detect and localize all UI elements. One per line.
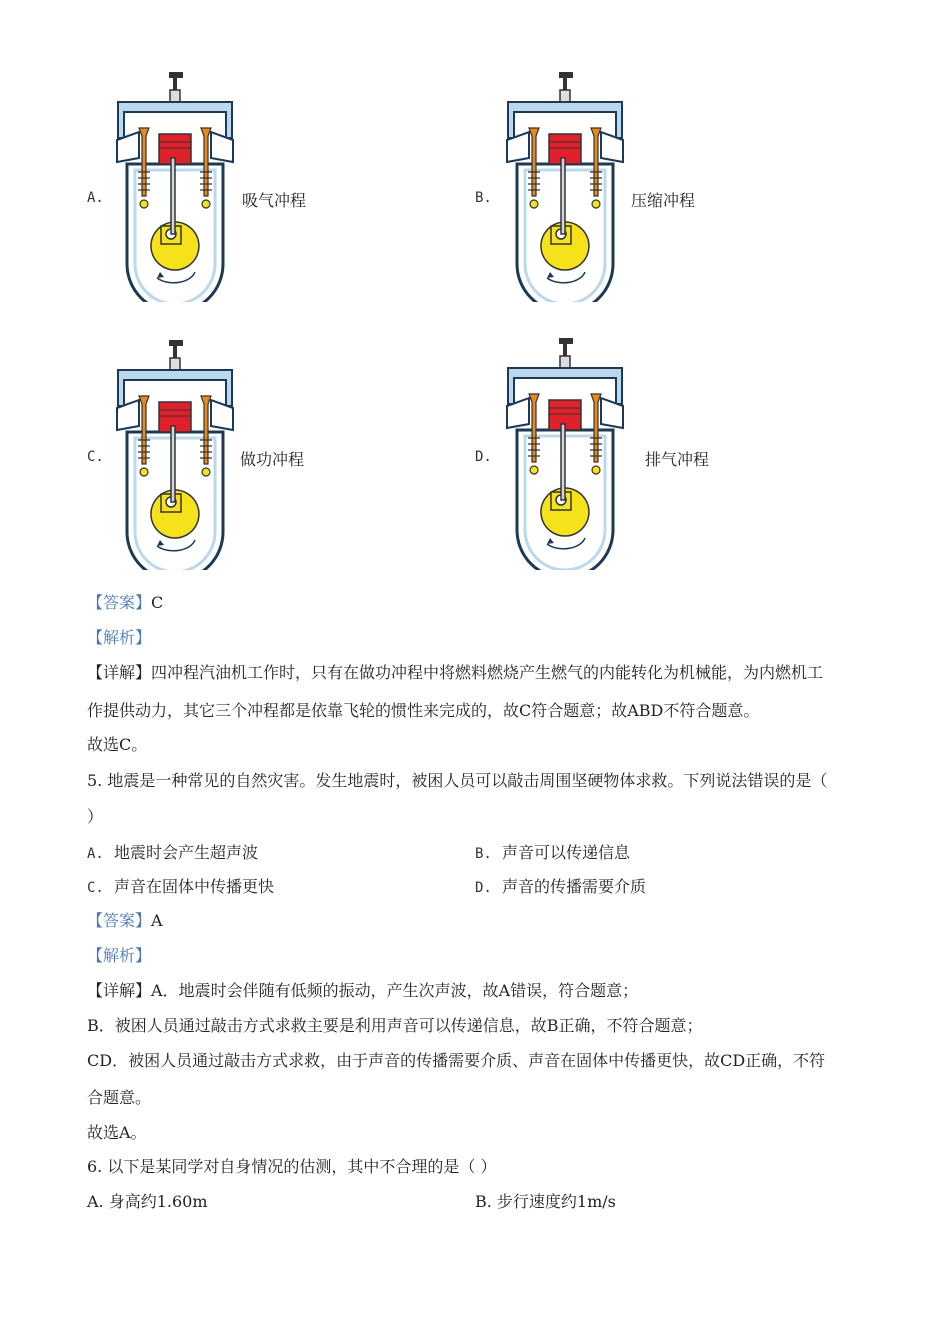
engine-power-diagram	[113, 340, 237, 570]
q5-conclusion: 故选A。	[87, 1123, 147, 1142]
engine-c-letter: C.	[87, 449, 104, 465]
answer-value: C	[151, 593, 164, 612]
answer-value: A	[151, 911, 163, 930]
q4-answer	[87, 593, 163, 613]
option-letter: A.	[87, 846, 104, 862]
option-letter: B.	[475, 846, 492, 862]
engine-compression-diagram	[503, 72, 627, 302]
q5-detail-a	[87, 981, 638, 1001]
engine-b-label: 压缩冲程	[631, 191, 696, 210]
option-letter: C.	[87, 880, 104, 896]
detail-text: A．地震时会伴随有低频的振动，产生次声波，故A错误，符合题意；	[151, 981, 639, 1000]
answer-tag: 【答案】	[87, 593, 152, 612]
option-text: 声音的传播需要介质	[502, 877, 647, 896]
q5-analysis-tag: 【解析】	[87, 946, 152, 965]
q5-option-c	[87, 877, 274, 898]
engine-a-letter: A.	[87, 190, 104, 206]
option-letter: D.	[475, 880, 492, 896]
detail-text: 四冲程汽油机工作时，只有在做功冲程中将燃料燃烧产生燃气的内能转化为机械能，为内燃机工	[151, 663, 824, 682]
q6-option-b: B. 步行速度约1m/s	[475, 1192, 616, 1211]
engine-intake-diagram	[113, 72, 237, 302]
engine-c-label: 做功冲程	[240, 450, 305, 469]
q5-stem-line-2: ）	[87, 807, 104, 826]
q5-detail-cd-line-1: CD．被困人员通过敲击方式求救，由于声音的传播需要介质、声音在固体中传播更快，故CD正确，不符	[87, 1051, 826, 1070]
q5-detail-b: B．被困人员通过敲击方式求救主要是利用声音可以传递信息，故B正确，不符合题意；	[87, 1016, 703, 1035]
q4-analysis-tag: 【解析】	[87, 628, 152, 647]
q4-detail-line-1	[87, 663, 823, 683]
option-text: 声音可以传递信息	[502, 843, 631, 862]
q5-stem-line-1: 5. 地震是一种常见的自然灾害。发生地震时，被困人员可以敲击周围坚硬物体求救。下列说法错误的是（	[87, 771, 828, 790]
answer-tag: 【答案】	[87, 911, 152, 930]
q4-conclusion: 故选C。	[87, 735, 148, 754]
q5-option-b	[475, 843, 630, 864]
q6-stem: 6. 以下是某同学对自身情况的估测，其中不合理的是（ ）	[87, 1157, 497, 1176]
q5-option-d	[475, 877, 646, 898]
engine-a-label: 吸气冲程	[242, 191, 307, 210]
engine-d-letter: D.	[475, 449, 492, 465]
q4-detail-line-2: 作提供动力，其它三个冲程都是依靠飞轮的惯性来完成的，故C符合题意；故ABD不符合题意。	[87, 701, 760, 720]
engine-d-label: 排气冲程	[645, 450, 710, 469]
engine-b-letter: B.	[475, 190, 492, 206]
engine-exhaust-diagram	[503, 336, 627, 570]
detail-tag: 【详解】	[87, 981, 152, 1000]
q5-answer	[87, 911, 163, 931]
q5-option-a	[87, 843, 258, 864]
detail-tag: 【详解】	[87, 663, 152, 682]
option-text: 地震时会产生超声波	[114, 843, 259, 862]
q5-detail-cd-line-2: 合题意。	[87, 1088, 152, 1107]
q6-option-a: A. 身高约1.60m	[87, 1192, 208, 1211]
option-text: 声音在固体中传播更快	[114, 877, 275, 896]
